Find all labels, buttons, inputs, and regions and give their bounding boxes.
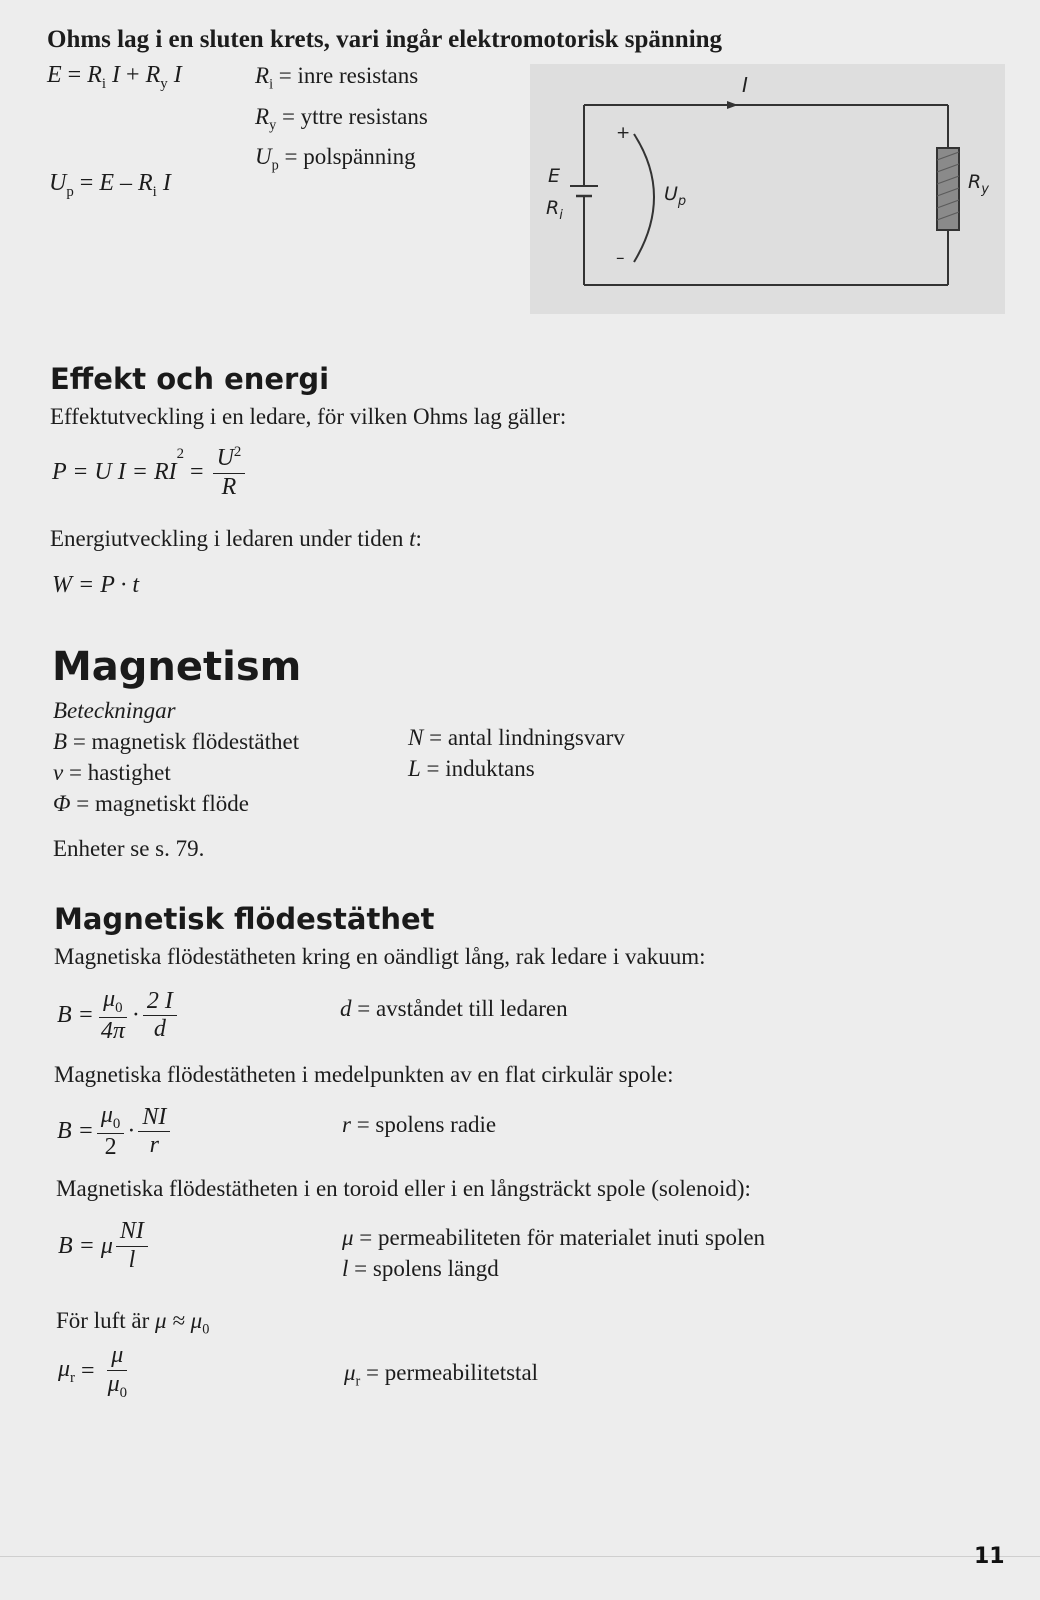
def-flux-density: B = magnetisk flödestäthet	[53, 729, 300, 754]
current-label: I	[742, 73, 748, 97]
def-coil-length: l = spolens längd	[342, 1256, 499, 1281]
plus-sign: +	[616, 123, 631, 143]
def-velocity: v = hastighet	[53, 760, 171, 785]
def-magnetic-flux: Φ = magnetiskt flöde	[53, 791, 249, 816]
internal-resistance-label: $R_i$	[546, 197, 563, 223]
power-formula: P = U I = RI $^2$ = $\frac{U^2}{R}$	[52, 444, 248, 501]
def-outer-resistance: $R_y$ = yttre resistans	[255, 103, 428, 134]
def-inner-resistance: $R_i$ = inre resistans	[255, 63, 419, 93]
flux-formula-solenoid: B = μ $\frac{NI}{l}$	[58, 1218, 151, 1274]
effekt-description: Effektutveckling i en ledare, för vilken Ohms lag gäller:	[50, 404, 567, 429]
voltage-arc	[634, 134, 654, 262]
energy-description: Energiutveckling i ledaren under tiden t:	[50, 526, 422, 551]
voltage-label: $U_p$	[664, 183, 687, 209]
magnetism-defs-right	[408, 722, 625, 784]
relative-permeability-note: $\mu_r$ = permeabilitetstal	[344, 1360, 539, 1390]
circuit-diagram	[530, 64, 1005, 314]
power-fraction: $\frac{U^2}{R}$	[213, 444, 246, 501]
relative-permeability-formula: $\mu_r$ = $\frac{\mu}{\mu_0}$	[58, 1342, 128, 1401]
ohm-title: Ohms lag i en sluten krets, vari ingår elektromotorisk spänning	[47, 26, 723, 53]
flux-notes-solenoid	[342, 1222, 765, 1284]
flux-desc-wire: Magnetiska flödestätheten kring en oändligt lång, rak ledare i vakuum:	[54, 944, 706, 969]
magnetism-defs-left	[53, 726, 299, 819]
emf-label: E	[548, 165, 561, 187]
magnetism-subheading: Beteckningar	[53, 698, 176, 723]
def-inductance: L = induktans	[408, 756, 535, 781]
def-permeability: μ = permeabiliteten för materialet inuti spolen	[342, 1225, 766, 1250]
ohm-formula-2: $U_p = E - R_i$ I	[49, 170, 171, 200]
flux-formula-coil: B = $\frac{\mu_0}{2}$ · $\frac{NI}{r}$	[57, 1102, 173, 1161]
effekt-heading: Effekt och energi	[50, 362, 330, 396]
ohm-formula-1: $E = R_i$ $I + R_y$ I	[47, 62, 182, 92]
ohm-definitions	[255, 60, 428, 182]
def-turns: N = antal lindningsvarv	[408, 725, 625, 750]
flux-note-wire: d = avståndet till ledaren	[340, 996, 568, 1021]
def-terminal-voltage: $U_p$ = polspänning	[255, 144, 416, 174]
flux-formula-wire: B = $\frac{\mu_0}{4\pi}$ · $\frac{2 I}{d}$	[57, 986, 180, 1045]
current-arrow-icon	[727, 101, 738, 109]
energy-formula: W = P · t	[52, 572, 140, 598]
units-note: Enheter se s. 79.	[53, 836, 205, 861]
minus-sign: –	[616, 248, 625, 268]
footer-divider	[0, 1556, 1040, 1557]
flux-heading: Magnetisk flödestäthet	[54, 902, 435, 936]
magnetism-heading: Magnetism	[52, 644, 302, 690]
air-permeability-note: För luft är $\mu \approx \mu_0$	[56, 1308, 210, 1338]
flux-desc-coil: Magnetiska flödestätheten i medelpunkten av en flat cirkulär spole:	[54, 1062, 674, 1087]
flux-desc-solenoid: Magnetiska flödestätheten i en toroid eller i en långsträckt spole (solenoid):	[56, 1176, 751, 1201]
load-resistance-label: $R_y$	[968, 171, 989, 197]
page-number: 11	[974, 1544, 1005, 1569]
circuit-svg	[530, 64, 1005, 314]
flux-note-coil: r = spolens radie	[342, 1112, 497, 1137]
